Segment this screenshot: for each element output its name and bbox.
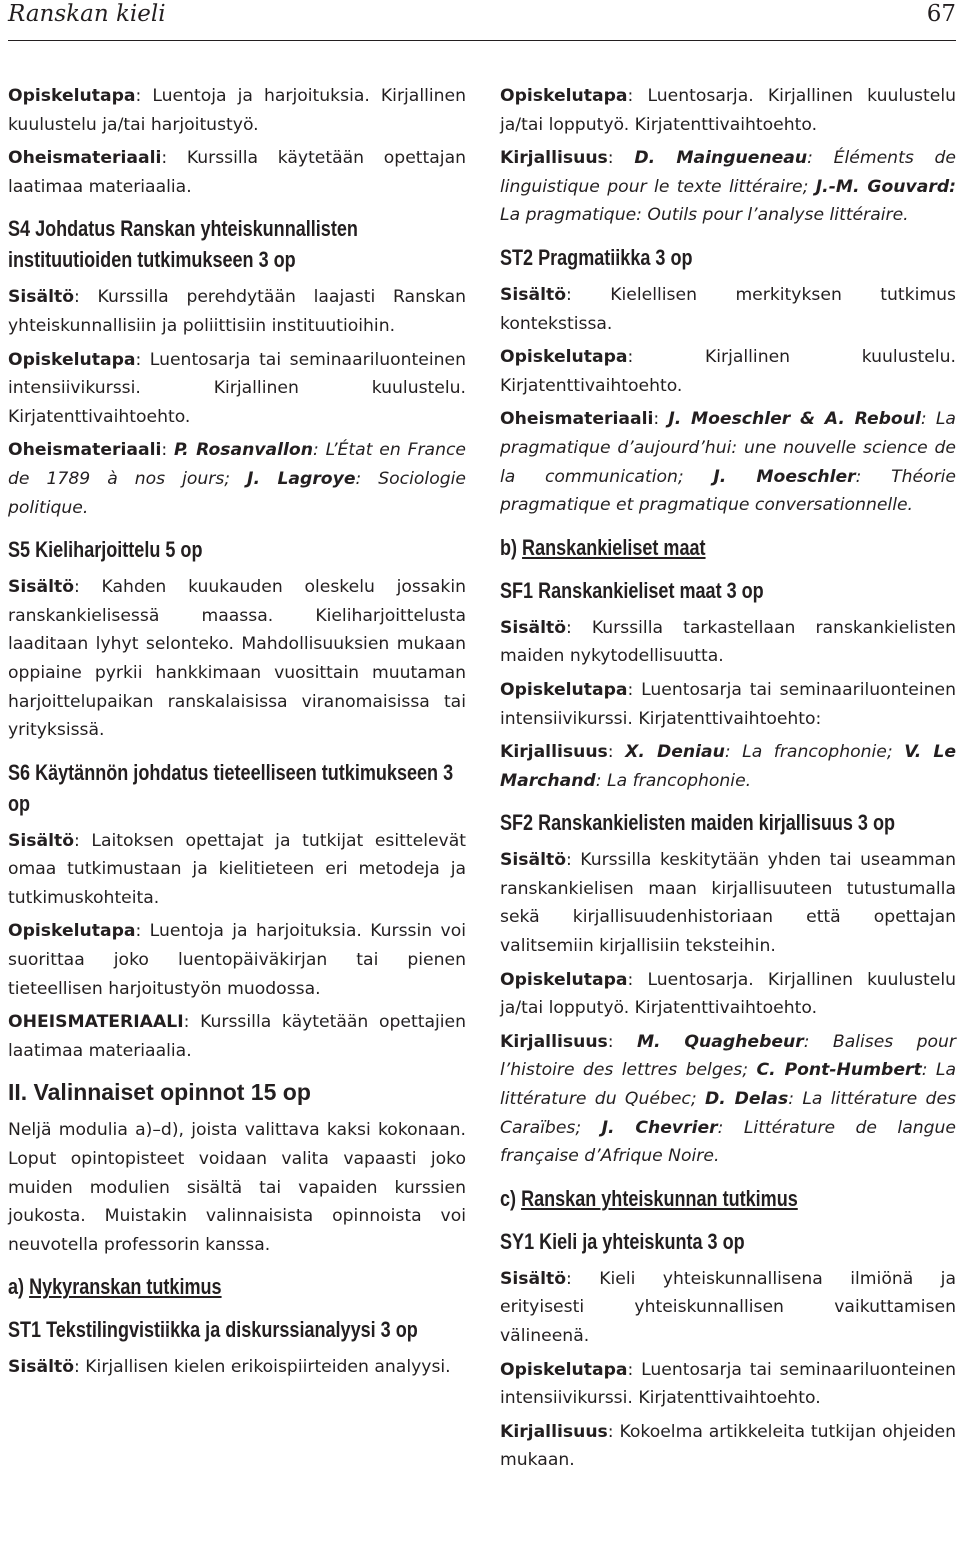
- label-sisalto: Sisältö: [500, 617, 567, 638]
- label-kirjallisuus: Kirjallisuus: [500, 1421, 608, 1442]
- work-title: : Balises pour l’histoire des lettres belges;: [500, 1031, 956, 1081]
- s5-sisalto: [8, 573, 466, 745]
- sf2-kirjallisuus: [500, 1028, 956, 1171]
- s3-opiskelutapa: [8, 82, 466, 139]
- author: M. Quaghebeur: [636, 1031, 804, 1052]
- sep: :: [607, 1031, 637, 1052]
- label-sisalto: Sisältö: [500, 850, 567, 871]
- author: D. Maingueneau: [634, 148, 808, 169]
- work-title: : Littérature de langue française d’Afrique Noire.: [500, 1117, 957, 1167]
- label-sisalto: Sisältö: [500, 284, 567, 305]
- author: V. Le Marchand: [500, 742, 956, 791]
- sy1-sisalto: [500, 1265, 956, 1351]
- work-title: : L’État en France de 1789 à nos jours;: [8, 440, 467, 489]
- module-prefix: c): [500, 1185, 522, 1211]
- page-header: [8, 0, 956, 41]
- sf1-sisalto: [500, 614, 956, 671]
- st2-sisalto: [500, 281, 956, 338]
- label-kirjallisuus: Kirjallisuus: [500, 742, 608, 763]
- module-a-heading: [8, 1271, 466, 1302]
- text: : Luentosarja. Kirjallinen kuulustelu ja/tai lopputyö. Kirjatenttivaihtoehto.: [500, 86, 956, 135]
- label-sisalto: Sisältö: [500, 1268, 567, 1289]
- label-sisalto: Sisältö: [8, 577, 75, 598]
- label-opiskelutapa: Opiskelutapa: [8, 349, 136, 370]
- s4-sisalto: [8, 283, 466, 340]
- label-oheismateriaali: Oheismateriaali: [8, 440, 162, 461]
- st2-heading: ST2 Pragmatiikka 3 op: [500, 244, 693, 270]
- module-title: Nykyranskan tutkimus: [29, 1274, 222, 1300]
- module-prefix: b): [500, 534, 523, 560]
- sy1-heading: SY1 Kieli ja yhteiskunta 3 op: [500, 1228, 745, 1254]
- work-title: : Sociologie politique.: [8, 468, 466, 518]
- sy1-opiskelutapa: [500, 1356, 956, 1413]
- module-title: Ranskan yhteiskunnan tutkimus: [521, 1185, 798, 1211]
- text: : Kielellisen merkityksen tutkimus kontekstissa.: [500, 284, 956, 334]
- label-kirjallisuus: Kirjallisuus: [500, 148, 608, 169]
- sy1-kirjallisuus: [500, 1418, 956, 1475]
- work-title: : La littérature du Québec;: [500, 1060, 956, 1110]
- text: : Kirjallinen kuulustelu. Kirjatenttivaihtoehto.: [500, 347, 956, 396]
- label-sisalto: Sisältö: [8, 830, 75, 851]
- s4-heading: S4 Johdatus Ranskan yhteiskunnallisten instituutioiden tutkimukseen 3 op: [8, 216, 358, 273]
- s6-oheismateriaali: [8, 1008, 466, 1065]
- label-opiskelutapa: Opiskelutapa: [500, 347, 628, 368]
- text: : Kirjallisen kielen erikoispiirteiden analyysi.: [74, 1357, 451, 1378]
- s6-sisalto: [8, 827, 466, 913]
- label-opiskelutapa: Opiskelutapa: [8, 921, 136, 942]
- s6-heading: S6 Käytännön johdatus tieteelliseen tutkimukseen 3 op: [8, 759, 454, 816]
- label-opiskelutapa: Opiskelutapa: [500, 86, 628, 106]
- s6-opiskelutapa: [8, 917, 466, 1003]
- st1-kirjallisuus: [500, 144, 956, 230]
- text: : Luentoja ja harjoituksia. Kurssin voi suorittaa joko luentopäiväkirjan tai pienen tieteellisen harjoitustyön muodossa.: [8, 921, 466, 999]
- s5-heading: S5 Kieliharjoittelu 5 op: [8, 537, 203, 563]
- author: J. Moeschler & A. Reboul: [668, 409, 921, 430]
- st1-sisalto: [8, 1353, 466, 1382]
- sf2-sisalto: [500, 846, 956, 960]
- author: J. Chevrier: [601, 1117, 718, 1138]
- author: C. Pont-Humbert: [756, 1060, 922, 1081]
- module-title: Ranskankieliset maat: [522, 534, 706, 560]
- st1-opiskelutapa: [500, 82, 956, 139]
- work-title: : La francophonie.: [595, 770, 752, 791]
- work-title: : La francophonie;: [724, 742, 905, 763]
- sep: :: [607, 742, 626, 763]
- module-prefix: a): [8, 1274, 30, 1300]
- text: : Kurssilla käytetään opettajien laatimaa materiaalia.: [8, 1012, 466, 1061]
- right-column: [500, 82, 956, 1480]
- s3-oheismateriaali: [8, 144, 466, 201]
- section-ii-heading: II. Valinnaiset opinnot 15 op: [8, 1079, 311, 1106]
- label-opiskelutapa: Opiskelutapa: [500, 969, 628, 990]
- text: : Luentoja ja harjoituksia. Kirjallinen kuulustelu ja/tai harjoitustyö.: [8, 86, 466, 135]
- author: J. Lagroye: [247, 468, 356, 489]
- sep: :: [607, 148, 635, 169]
- text: : Kieli yhteiskunnallisena ilmiönä ja erityisesti yhteiskunnallisen vaikuttamisen välineenä.: [500, 1268, 956, 1346]
- work-title: La pragmatique: Outils pour l’analyse littéraire.: [500, 205, 909, 226]
- s4-opiskelutapa: [8, 346, 466, 432]
- section-ii-text: Neljä modulia a)–d), joista valittava kaksi kokonaan. Loput opintopisteet voidaan valita vapaasti joko muiden modulien sisältä tai vapaiden kurssien joukosta. Muistakin valinnaisista opinnoista voi neuvotella professorin kanssa.: [8, 1120, 466, 1255]
- author: D. Delas: [704, 1089, 789, 1110]
- label-sisalto: Sisältö: [8, 1357, 75, 1378]
- s4-oheismateriaali: [8, 436, 466, 522]
- work-title: : Éléments de linguistique pour le texte littéraire;: [500, 148, 956, 197]
- sf2-opiskelutapa: [500, 966, 956, 1023]
- label-sisalto: Sisältö: [8, 287, 75, 308]
- label-oheismateriaali: Oheismateriaali: [8, 148, 162, 169]
- author: J. Moeschler: [713, 466, 856, 487]
- label-opiskelutapa: Opiskelutapa: [500, 1359, 628, 1380]
- text: : Kurssilla tarkastellaan ranskankielisten maiden nykytodellisuutta.: [500, 617, 956, 667]
- sep: :: [653, 409, 669, 430]
- author: P. Rosanvallon: [174, 440, 313, 461]
- text: : Luentosarja tai seminaariluonteinen intensiivikurssi. Kirjatenttivaihtoehto:: [500, 679, 956, 729]
- module-c-heading: [500, 1183, 956, 1214]
- text: : Kokoelma artikkeleita tutkijan ohjeiden mukaan.: [500, 1421, 956, 1471]
- sf1-heading: SF1 Ranskankieliset maat 3 op: [500, 577, 764, 603]
- page-number: 67: [926, 1, 956, 27]
- author: X. Deniau: [625, 742, 725, 763]
- text: : Kahden kuukauden oleskelu jossakin ranskankielisessä maassa. Kieliharjoittelusta laaditaan lyhyt selonteko. Mahdollisuuksien mukaan oppiaine pyrkii hankkimaan vuosittain muutaman harjoittelupaikan ranskalaisissa viranomaisissa tai yrityksissä.: [8, 577, 466, 741]
- label-oheismateriaali: Oheismateriaali: [500, 409, 654, 430]
- label-kirjallisuus: Kirjallisuus: [500, 1031, 608, 1052]
- text: : Kurssilla keskitytään yhden tai useamman ranskankielisen maan kirjallisuuteen tutustumalla sekä kirjallisuudenhistoriaan että opettajan valitsemiin kirjallisiin teksteihin.: [500, 850, 956, 957]
- work-title: : Théorie pragmatique et pragmatique conversationnelle.: [500, 466, 956, 516]
- text: : Kurssilla perehdytään laajasti Ranskan yhteiskunnallisiin ja poliittisiin instituutioihin.: [8, 287, 466, 336]
- module-b-heading: [500, 532, 956, 563]
- st2-oheismateriaali: [500, 405, 956, 519]
- sf1-opiskelutapa: [500, 676, 956, 733]
- st2-opiskelutapa: [500, 343, 956, 400]
- label-opiskelutapa: Opiskelutapa: [500, 679, 628, 700]
- text: : Luentosarja tai seminaariluonteinen intensiivikurssi. Kirjatenttivaihtoehto.: [500, 1359, 956, 1409]
- text: : Kurssilla käytetään opettajan laatimaa materiaalia.: [8, 148, 466, 197]
- label-oheismateriaali-caps: OHEISMATERIAALI: [8, 1012, 184, 1033]
- sf2-heading: SF2 Ranskankielisten maiden kirjallisuus 3 op: [500, 810, 896, 836]
- left-column: [8, 82, 466, 1387]
- work-title: : La pragmatique d’aujourd’hui: une nouvelle science de la communication;: [500, 409, 956, 487]
- work-title: : La littérature des Caraïbes;: [500, 1089, 956, 1138]
- st1-heading: ST1 Tekstilingvistiikka ja diskurssianalyysi 3 op: [8, 1317, 418, 1343]
- text: : Luentosarja. Kirjallinen kuulustelu ja/tai lopputyö. Kirjatenttivaihtoehto.: [500, 969, 956, 1019]
- running-title: Ranskan kieli: [8, 1, 166, 27]
- sep: :: [161, 440, 175, 461]
- author: J.-M. Gouvard:: [815, 176, 956, 197]
- text: : Luentosarja tai seminaariluonteinen intensiivikurssi. Kirjallinen kuulustelu. Kirjatenttivaihtoehto.: [8, 349, 466, 427]
- label-opiskelutapa: Opiskelutapa: [8, 86, 136, 106]
- text: : Laitoksen opettajat ja tutkijat esittelevät omaa tutkimustaan ja kielitieteen eri metodeja ja tutkimuskohteita.: [8, 830, 466, 908]
- sf1-kirjallisuus: [500, 738, 956, 795]
